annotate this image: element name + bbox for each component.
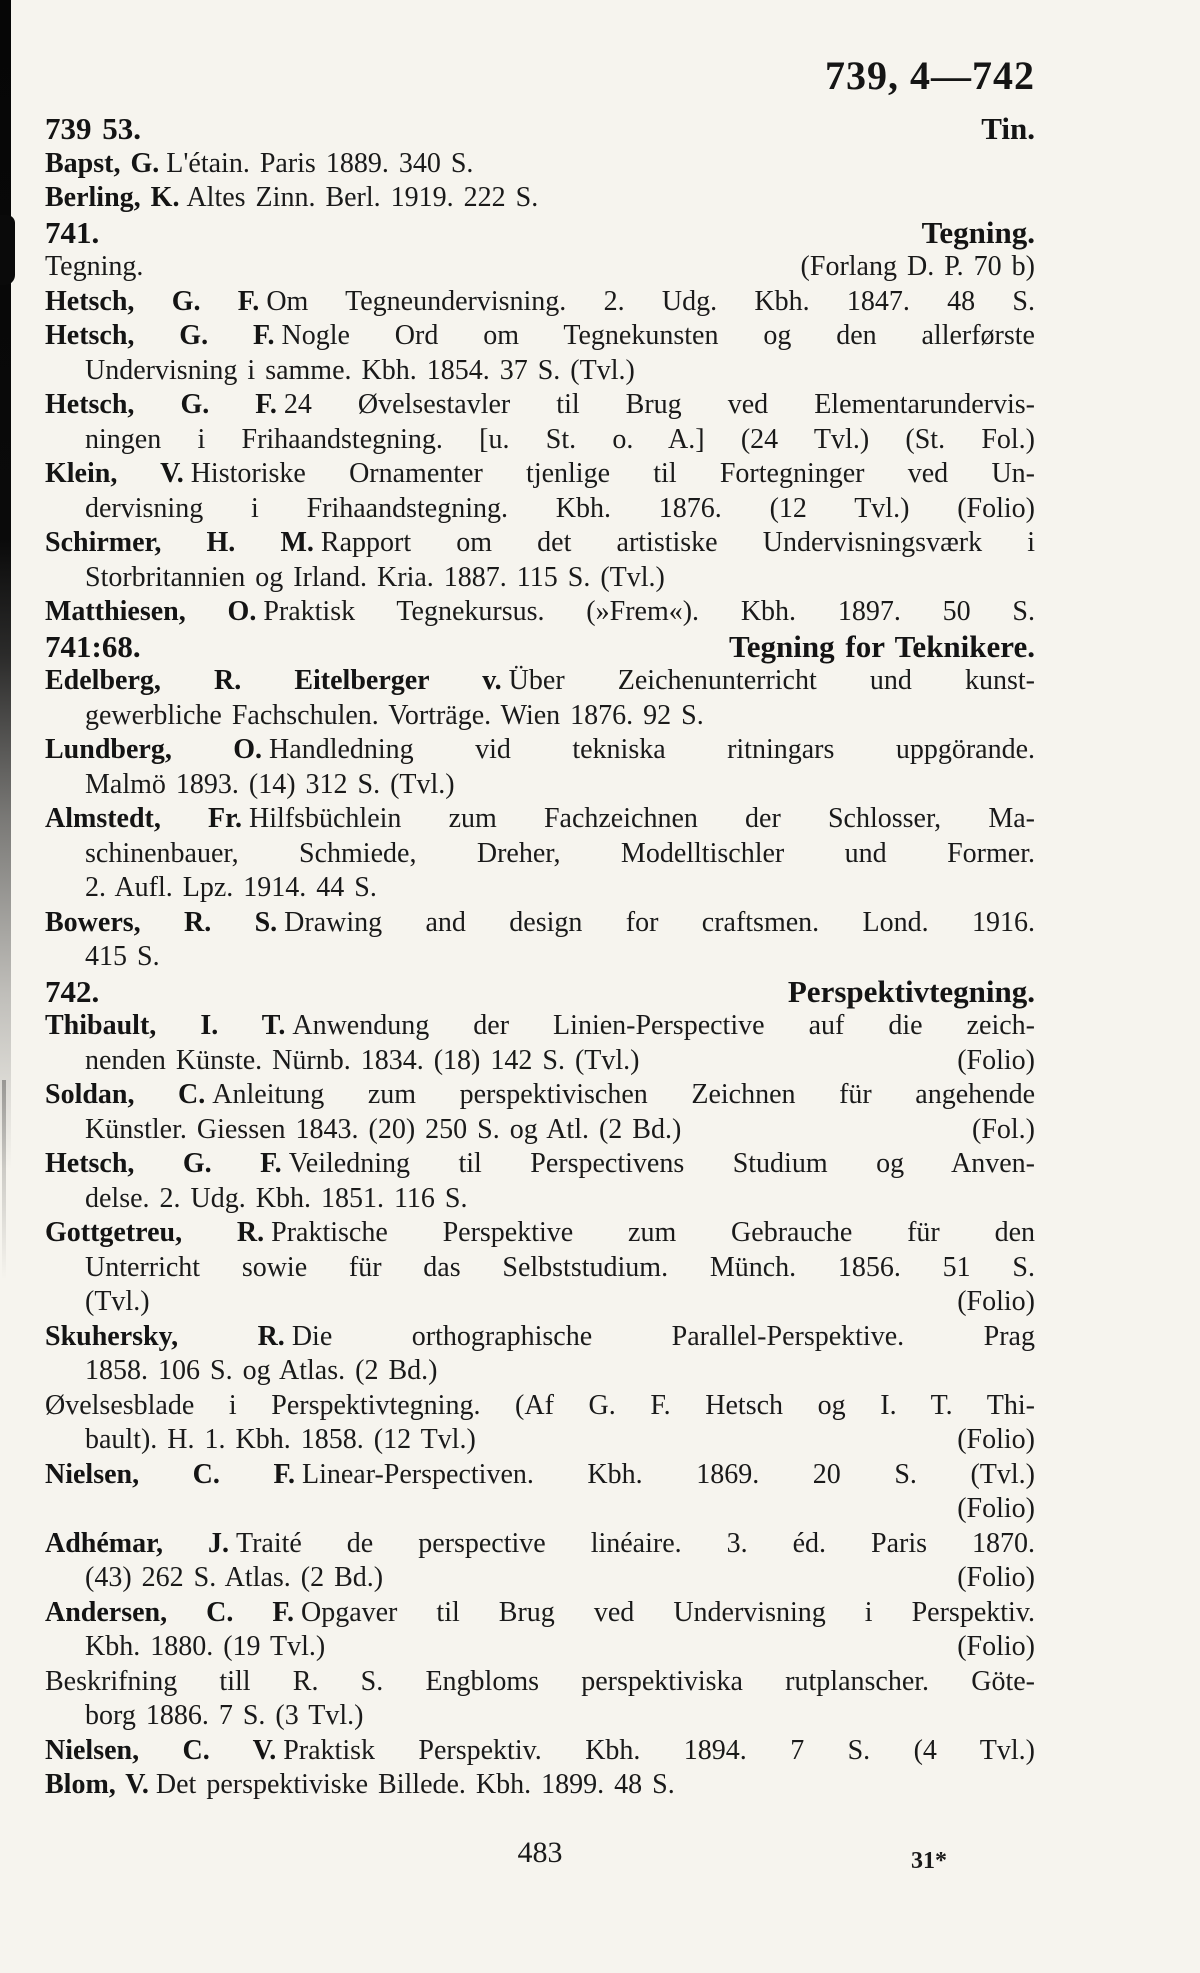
line-text: Edelberg, R. Eitelberger v. Über Zeichenunterricht und kunst-: [45, 665, 1035, 696]
line-text: Berling, K. Altes Zinn. Berl. 1919. 222 S.: [45, 182, 539, 213]
line-text: bault). H. 1. Kbh. 1858. (12 Tvl.): [85, 1424, 476, 1455]
entry-author: Klein, V.: [45, 458, 184, 489]
section-heading-row: [45, 630, 1035, 665]
entry-author: Hetsch, G. F.: [45, 285, 260, 317]
bib-entry-line: [45, 906, 1035, 941]
section-title: Tin.: [981, 111, 1035, 146]
line-text: Beskrifning till R. S. Engbloms perspektiviska rutplanscher. Göte-: [45, 1665, 1035, 1697]
bib-entry-line: [45, 181, 1035, 216]
scan-edge-artifact-bump: [0, 215, 15, 285]
bib-entry-line: [45, 147, 1035, 182]
entry-author: Skuhersky, R.: [45, 1320, 285, 1352]
line-text: Künstler. Giessen 1843. (20) 250 S. og Atl. (2 Bd.): [85, 1113, 682, 1145]
line-text: [45, 630, 148, 665]
bib-entry-line: [45, 595, 1035, 630]
format-note: (Folio): [957, 1286, 1035, 1317]
line-text: Gottgetreu, R. Praktische Perspektive zum Gebrauche für den: [45, 1217, 1035, 1248]
bibliography-lines: [45, 112, 1035, 1803]
line-text: Bapst, G. L'étain. Paris 1889. 340 S.: [45, 147, 474, 179]
section-heading-row: [45, 216, 1035, 251]
bib-entry-line: [45, 1423, 1035, 1458]
line-text: Thibault, I. T. Anwendung der Linien-Perspective auf die zeich-: [45, 1010, 1036, 1041]
section-number: 741.: [45, 214, 100, 250]
bib-entry-line: [45, 733, 1035, 768]
line-text: Lundberg, O. Handledning vid tekniska ritningars uppgörande.: [45, 734, 1035, 765]
line-text: Tegning.: [45, 251, 144, 282]
bib-entry-line: [45, 802, 1035, 837]
line-text: Bowers, R. S. Drawing and design for craftsmen. Lond. 1916.: [45, 906, 1035, 938]
section-title: Tegning.: [921, 214, 1035, 250]
bib-entry-line: [45, 1665, 1035, 1700]
bib-entry-line: [45, 250, 1035, 285]
bib-entry-line: [45, 1078, 1035, 1113]
page-number: 483: [517, 1836, 563, 1869]
line-text: [45, 975, 106, 1010]
entry-author: Andersen, C. F.: [45, 1596, 294, 1628]
entry-author: Hetsch, G. F.: [45, 1148, 282, 1179]
format-note: (Folio): [957, 1044, 1035, 1076]
bib-entry-line: [45, 1320, 1035, 1355]
line-text: (43) 262 S. Atlas. (2 Bd.): [85, 1562, 384, 1593]
scan-edge-artifact: [0, 0, 11, 1170]
entry-author: Almstedt, Fr.: [45, 803, 242, 834]
bibliography-content: [45, 53, 1036, 1803]
bib-entry-line: [45, 1354, 1035, 1389]
line-text: Hetsch, G. F. Nogle Ord om Tegnekunsten og den allerførste: [45, 320, 1035, 351]
line-text: Skuhersky, R. Die orthographische Parallel-Perspektive. Prag: [45, 1320, 1035, 1352]
line-text: Nielsen, C. F. Linear-Perspectiven. Kbh. 1869. 20 S. (Tvl.): [45, 1458, 1035, 1490]
entry-author: Nielsen, C. F.: [45, 1458, 295, 1490]
bib-entry-line: [45, 1768, 1035, 1803]
bib-entry-line: [45, 1389, 1035, 1424]
line-text: Undervisning i samme. Kbh. 1854. 37 S. (Tvl.): [85, 354, 635, 386]
bib-entry-line: [45, 1734, 1035, 1769]
entry-author: Gottgetreu, R.: [45, 1217, 265, 1248]
section-heading-row: [45, 112, 1035, 147]
entry-author: Schirmer, H. M.: [45, 527, 314, 558]
line-text: Hetsch, G. F. Veiledning til Perspectivens Studium og Anven-: [45, 1148, 1035, 1179]
line-text: borg 1886. 7 S. (3 Tvl.): [85, 1700, 364, 1731]
entry-author: Adhémar, J.: [45, 1527, 229, 1559]
line-text: 1858. 106 S. og Atlas. (2 Bd.): [85, 1355, 438, 1386]
bib-entry-line: [45, 1285, 1035, 1320]
line-text: delse. 2. Udg. Kbh. 1851. 116 S.: [85, 1182, 468, 1214]
bib-entry-line: [45, 1009, 1035, 1044]
printer-signature-mark: 31*: [911, 1848, 947, 1874]
bib-entry-line: [45, 1492, 1035, 1527]
bib-entry-line: [45, 1527, 1035, 1562]
bib-entry-line: [45, 871, 1035, 906]
bib-entry-line: [45, 1044, 1035, 1079]
bib-entry-line: [45, 423, 1035, 458]
entry-author: Blom, V.: [45, 1769, 149, 1800]
line-text: Unterricht sowie für das Selbststudium. Münch. 1856. 51 S.: [85, 1251, 1035, 1283]
line-text: Adhémar, J. Traité de perspective linéaire. 3. éd. Paris 1870.: [45, 1527, 1035, 1559]
bib-entry-line: [45, 1630, 1035, 1665]
format-note: (Folio): [957, 1493, 1035, 1524]
line-text: [45, 112, 148, 147]
bib-entry-line: [45, 699, 1035, 734]
line-text: Andersen, C. F. Opgaver til Brug ved Undervisning i Perspektiv.: [45, 1596, 1035, 1628]
line-text: Malmö 1893. (14) 312 S. (Tvl.): [85, 768, 455, 800]
line-text: schinenbauer, Schmiede, Dreher, Modelltischler und Former.: [85, 837, 1035, 869]
section-number: 739 53.: [45, 111, 141, 146]
entry-author: Berling, K.: [45, 182, 180, 213]
line-text: Nielsen, C. V. Praktisk Perspektiv. Kbh. 1894. 7 S. (4 Tvl.): [45, 1734, 1035, 1766]
line-text: Schirmer, H. M. Rapport om det artistiske Undervisningsværk i: [45, 527, 1035, 558]
bib-entry-line: [45, 1147, 1035, 1182]
entry-author: Hetsch, G. F.: [45, 389, 277, 420]
section-title: Perspektivtegning.: [787, 973, 1035, 1009]
entry-author: Hetsch, G. F.: [45, 320, 275, 351]
line-text: ningen i Frihaandstegning. [u. St. o. A.] (24 Tvl.) (St. Fol.): [85, 423, 1035, 455]
line-text: Almstedt, Fr. Hilfsbüchlein zum Fachzeichnen der Schlosser, Ma-: [45, 803, 1035, 834]
section-title: Tegning for Teknikere.: [728, 628, 1035, 664]
line-text: Matthiesen, O. Praktisk Tegnekursus. (»Frem«). Kbh. 1897. 50 S.: [45, 596, 1035, 627]
scan-edge-artifact-streak: [2, 1080, 6, 1280]
format-note: (Folio): [957, 1562, 1035, 1593]
format-note: (Folio): [957, 1424, 1035, 1455]
bib-entry-line: [45, 1561, 1035, 1596]
bib-entry-line: [45, 1182, 1035, 1217]
bib-entry-line: [45, 1596, 1035, 1631]
bib-entry-line: [45, 940, 1035, 975]
entry-author: Nielsen, C. V.: [45, 1734, 277, 1766]
line-text: Storbritannien og Irland. Kria. 1887. 115 S. (Tvl.): [85, 561, 665, 593]
entry-author: Lundberg, O.: [45, 734, 263, 765]
line-text: (Tvl.): [85, 1286, 150, 1317]
section-number: 742.: [45, 973, 100, 1009]
format-note: (Forlang D. P. 70 b): [800, 251, 1035, 282]
bib-entry-line: [45, 492, 1035, 527]
bib-entry-line: [45, 837, 1035, 872]
line-text: Klein, V. Historiske Ornamenter tjenlige til Fortegninger ved Un-: [45, 458, 1035, 489]
line-text: 2. Aufl. Lpz. 1914. 44 S.: [85, 872, 377, 903]
line-text: Kbh. 1880. (19 Tvl.): [85, 1631, 326, 1662]
bib-entry-line: [45, 1699, 1035, 1734]
line-text: nenden Künste. Nürnb. 1834. (18) 142 S. (Tvl.): [85, 1044, 640, 1076]
entry-author: Soldan, C.: [45, 1079, 206, 1110]
line-text: Hetsch, G. F. 24 Øvelsestavler til Brug ved Elementarundervis-: [45, 389, 1035, 420]
section-number: 741:68.: [45, 628, 141, 664]
bib-entry-line: [45, 526, 1035, 561]
bib-entry-line: [45, 1458, 1035, 1493]
line-text: Øvelsesblade i Perspektivtegning. (Af G. F. Hetsch og I. T. Thi-: [45, 1389, 1035, 1421]
page-header-range: 739, 4—742: [825, 53, 1035, 98]
bib-entry-line: [45, 457, 1035, 492]
line-text: Soldan, C. Anleitung zum perspektivischen Zeichnen für angehende: [45, 1079, 1036, 1110]
entry-author: Bapst, G.: [45, 147, 160, 179]
line-text: dervisning i Frihaandstegning. Kbh. 1876. (12 Tvl.) (Folio): [85, 492, 1035, 524]
bib-entry-line: [45, 285, 1035, 320]
bib-entry-line: [45, 1216, 1035, 1251]
entry-author: Thibault, I. T.: [45, 1010, 286, 1041]
bib-entry-line: [45, 354, 1035, 389]
bib-entry-line: [45, 1113, 1035, 1148]
bib-entry-line: [45, 768, 1035, 803]
line-text: Hetsch, G. F. Om Tegneundervisning. 2. Udg. Kbh. 1847. 48 S.: [45, 285, 1035, 317]
line-text: 415 S.: [85, 941, 160, 972]
entry-author: Matthiesen, O.: [45, 596, 257, 627]
line-text: Blom, V. Det perspektiviske Billede. Kbh. 1899. 48 S.: [45, 1769, 675, 1800]
entry-author: Bowers, R. S.: [45, 906, 278, 938]
section-heading-row: [45, 975, 1035, 1010]
format-note: (Folio): [957, 1631, 1035, 1662]
entry-author: Edelberg, R. Eitelberger v.: [45, 665, 502, 696]
bib-entry-line: [45, 1251, 1035, 1286]
line-text: [45, 216, 106, 251]
bib-entry-line: [45, 319, 1035, 354]
line-text: gewerbliche Fachschulen. Vorträge. Wien 1876. 92 S.: [85, 699, 704, 731]
bib-entry-line: [45, 561, 1035, 596]
bib-entry-line: [45, 664, 1035, 699]
bib-entry-line: [45, 388, 1035, 423]
page-footer: [45, 1836, 1035, 1896]
format-note: (Fol.): [972, 1113, 1035, 1145]
